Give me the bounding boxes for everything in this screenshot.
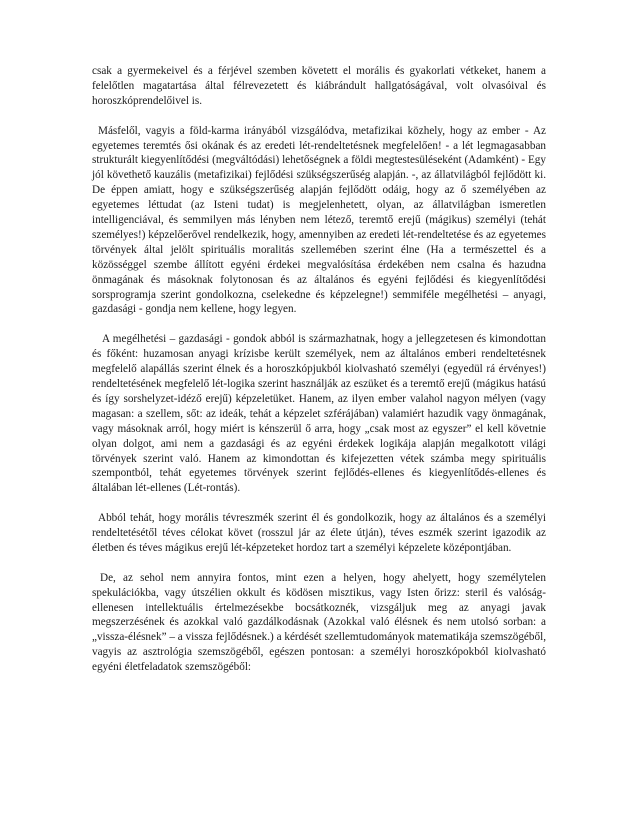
paragraph-5: De, az sehol nem annyira fontos, mint ezen a helyen, hogy ahelyett, hogy személytelen spekulációkba, vagy útszélien okkult és ködösen misztikus, vagy Isten őrizz: steril és valóság-ellenesen intellektuális értelmezésekbe bocsátkoznék, vizsgáljuk meg az anyagi javak megszerzésének és azokkal való gazdálkodásnak (Azokkal való élésnek és nem utolsó sorban: a „vissza-élésnek” – a vissza fejlődésnek.) a kérdését szellemtudományok matematikája szemszögéből, vagyis az asztrológia szemszögéből, egészen pontosan: a személyi horoszkópokból kiolvasható egyéni életfeladatok szemszögéből: [92, 571, 546, 674]
document-page [92, 64, 546, 690]
paragraph-1: csak a gyermekeivel és a férjével szemben követett el morális és gyakorlati vétkeket, hanem a felelőtlen magatartása által félrevezetett és kiábrándult hallgatóságával, volt olvasóival és horoszkóprendelőivel is. [92, 65, 546, 107]
paragraph-2: Másfelől, vagyis a föld-karma irányából vizsgálódva, metafizikai közhely, hogy az ember - Az egyetemes teremtés ősi okának és az eredeti lét-rendeltetésnek megfelelően! - a lét legmagasabban strukturált kiegyenlítődési (megváltódási) lehetőségnek a földi megtestesüléseként (Adamként) - Egy jól követhető kauzális (metafizikai) fejlődési szükségszerűség alapján. -, az állatvilágból fejlődött ki. De éppen amiatt, hogy e szükségszerűség alapján fejlődött odáig, hogy az ő személyében az egyetemes léttudat (az Isteni tudat) is megjelenhetett, olyan, az állatvilágban ismeretlen intelligenciával, és semmilyen más lényben nem létező, teremtő erejű (mágikus) személyi (tehát személyes!) képzelőerővel rendelkezik, hogy, amennyiben az eredeti lét-rendeltetése és az egyetemes törvények által jelölt spirituális moralitás szellemében szerint élne (Ha a természettel és a közösséggel szembe állított egyéni érdekei megvalósítása érdekében nem csalna és hazudna önmagának és másoknak folytonosan és az általános és egyéni fejlődési és kiegyenlítődési sorsprogramja szerint gondolkozna, cselekedne és képzelegne!) semmiféle megélhetési – anyagi, gazdasági - gondja nem kellene, hogy legyen. [92, 124, 546, 316]
paragraph-3: A megélhetési – gazdasági - gondok abból is származhatnak, hogy a jellegzetesen és kimondottan és főként: huzamosan anyagi krízisbe került személyek, nem az általános emberi rendeltetésnek megfelelő alapállás szerint élnek és a horoszkópjukból kiolvasható személyi (egyedül rá érvényes!) rendeltetésének megfelelő lét-logika szerint használják az eszüket és a teremtő erejű (mágikus hatású és így sorshelyzet-idéző erejű) képzeletüket. Hanem, az ilyen ember valahol nagyon mélyen (vagy magasan: a szellem, sőt: az ideák, tehát a képzelet szférájában) valamiért hazudik vagy önmagának, vagy másoknak arról, hogy miért is kénszerül ő arra, hogy „csak most az egyszer” el kell követnie olyan dolgot, ami nem a gazdasági és az egyéni érdekek logikája alapján megalkotott világi törvények szerint való. Hanem az kimondottan és kifejezetten vétek számba megy spirituális szempontból, tehát egyetemes törvények szerint fejlődés-ellenes és kiegyenlítődés-ellenes és általában lét-ellenes (Lét-rontás). [92, 333, 546, 495]
paragraph-4: Abból tehát, hogy morális tévreszmék szerint él és gondolkozik, hogy az általános és a személyi rendeltetésétől téves célokat követ (rosszul jár az élete útján), téves eszmék szerint igazodik az életben és téves mágikus erejű lét-képzeteket hordoz tart a személyi képzelete középontjában. [92, 512, 546, 554]
